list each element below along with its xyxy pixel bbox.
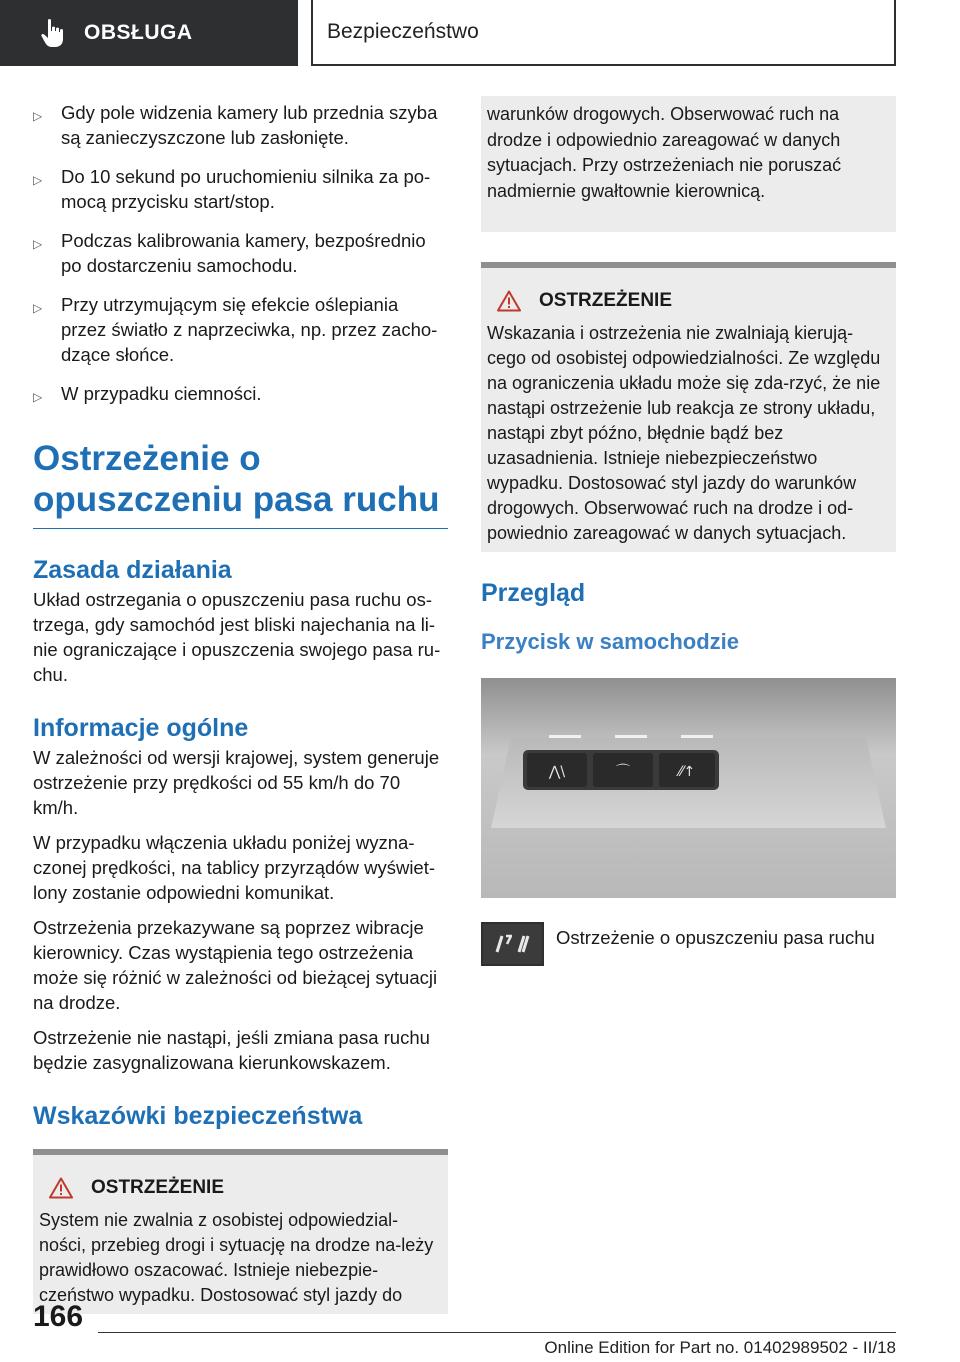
warning-text: Wskazania i ostrzeżenia nie zwalniają kierują‐cego od osobistej odpowiedzialności. Ze względu na ograniczenia układu może się zda‐rzyć, że nie nastąpi ostrzeżenie lub reakcja ze strony układu, nastąpi zbyt późno, błędnie bądź bez uzasadnienia. Istnieje niebezpieczeństwo wypadku. Dostosować styl jazdy do warunków drogowych. Obserwować ruch na drodze i od‐powiednio zareagować w danych sytuacjach. [487, 323, 881, 543]
page-header [0, 0, 960, 66]
left-column [33, 96, 448, 1314]
svg-text:⁄⁄↑: ⁄⁄↑ [678, 764, 696, 780]
subsection-heading-info: Informacje ogólne [33, 714, 249, 742]
footer-divider [98, 1332, 896, 1333]
subsection-heading-safety: Wskazówki bezpieczeństwa [33, 1102, 363, 1130]
triangle-bullet-icon: ▷ [33, 390, 43, 404]
info-paragraph-3: Ostrzeżenia przekazywane są poprzez wibracje kierownicy. Czas wystąpienia tego ostrzeżenia może się różnić w zależności od bieżącej sytuacji na drodze. [33, 917, 438, 1013]
subsection-heading-button: Przycisk w samochodzie [481, 629, 739, 654]
warning-box [33, 1149, 448, 1314]
pointing-hand-icon [40, 18, 66, 48]
svg-text:⋀\: ⋀\ [548, 764, 566, 780]
triangle-bullet-icon: ▷ [33, 237, 43, 251]
warning-triangle-icon [497, 290, 521, 312]
warning-text: System nie zwalnia z osobistej odpowiedzial‐ności, przebieg drogi i sytuację na drodze na‐leży prawidłowo oszacować. Istnieje niebezpie‐czeństwo wypadku. Dostosować styl jazdy do [39, 1210, 434, 1305]
subsection-heading-zasada: Zasada działania [33, 556, 232, 584]
triangle-bullet-icon: ▷ [33, 173, 43, 187]
warning-box [481, 262, 896, 552]
subsection-heading-overview: Przegląd [481, 579, 586, 607]
list-item [33, 100, 448, 150]
section-title: Ostrzeżenie o opuszczeniu pasa ruchu [33, 438, 448, 529]
list-item-text: W przypadku ciemności. [61, 383, 262, 404]
button-panel-photo [481, 678, 896, 898]
section-tab [0, 0, 298, 66]
edition-note: Online Edition for Part no. 01402989502 - II/18 [544, 1338, 896, 1357]
triangle-bullet-icon: ▷ [33, 301, 43, 315]
list-item [33, 228, 448, 278]
list-item [33, 164, 448, 214]
warning-continuation: warunków drogowych. Obserwować ruch na drodze i odpowiednio zareagować w danych sytuacjach. Przy ostrzeżeniach nie poruszać nadmiernie gwałtownie kierownicą. [481, 96, 896, 232]
right-column [481, 96, 896, 966]
info-paragraph-4: Ostrzeżenie nie nastąpi, jeśli zmiana pasa ruchu będzie zasygnalizowana kierunkowskazem. [33, 1027, 430, 1073]
list-item-text: Gdy pole widzenia kamery lub przednia szyba są zanieczyszczone lub zasłonięte. [61, 102, 438, 148]
list-item-text: Przy utrzymującym się efekcie oślepiania przez światło z naprzeciwka, np. przez zacho‐dzące słońce. [61, 294, 438, 365]
svg-text:⌒: ⌒ [616, 764, 630, 780]
breadcrumb: Bezpieczeństwo [311, 0, 896, 66]
info-paragraph-1: W zależności od wersji krajowej, system generuje ostrzeżenie przy prędkości od 55 km/h do 70 km/h. [33, 747, 440, 818]
legend-row [481, 922, 896, 966]
info-paragraph-2: W przypadku włączenia układu poniżej wyzna‐czonej prędkości, na tablicy przyrządów wyświet‐lony zostanie odpowiedni komunikat. [33, 832, 436, 903]
legend-text: Ostrzeżenie o opuszczeniu pasa ruchu [556, 927, 875, 948]
list-item [33, 292, 448, 367]
list-item-text: Podczas kalibrowania kamery, bezpośrednio po dostarczeniu samochodu. [61, 230, 426, 276]
triangle-bullet-icon: ▷ [33, 109, 43, 123]
section-tab-label: OBSŁUGA [84, 21, 193, 44]
warning-header [487, 288, 890, 313]
list-item [33, 381, 448, 410]
warning-label: OSTRZEŻENIE [539, 290, 673, 311]
lane-departure-icon [481, 922, 544, 966]
zasada-paragraph: Układ ostrzegania o opuszczeniu pasa ruchu os‐trzega, gdy samochód jest bliski najechania na li‐nie ograniczające i opuszczenia swojego pasa ru‐chu. [33, 589, 441, 685]
list-item-text: Do 10 sekund po uruchomieniu silnika za po‐mocą przycisku start/stop. [61, 166, 431, 212]
warning-triangle-icon [49, 1177, 73, 1199]
page-number: 166 [33, 1300, 84, 1333]
warning-label: OSTRZEŻENIE [91, 1177, 225, 1198]
warning-header [39, 1175, 442, 1200]
